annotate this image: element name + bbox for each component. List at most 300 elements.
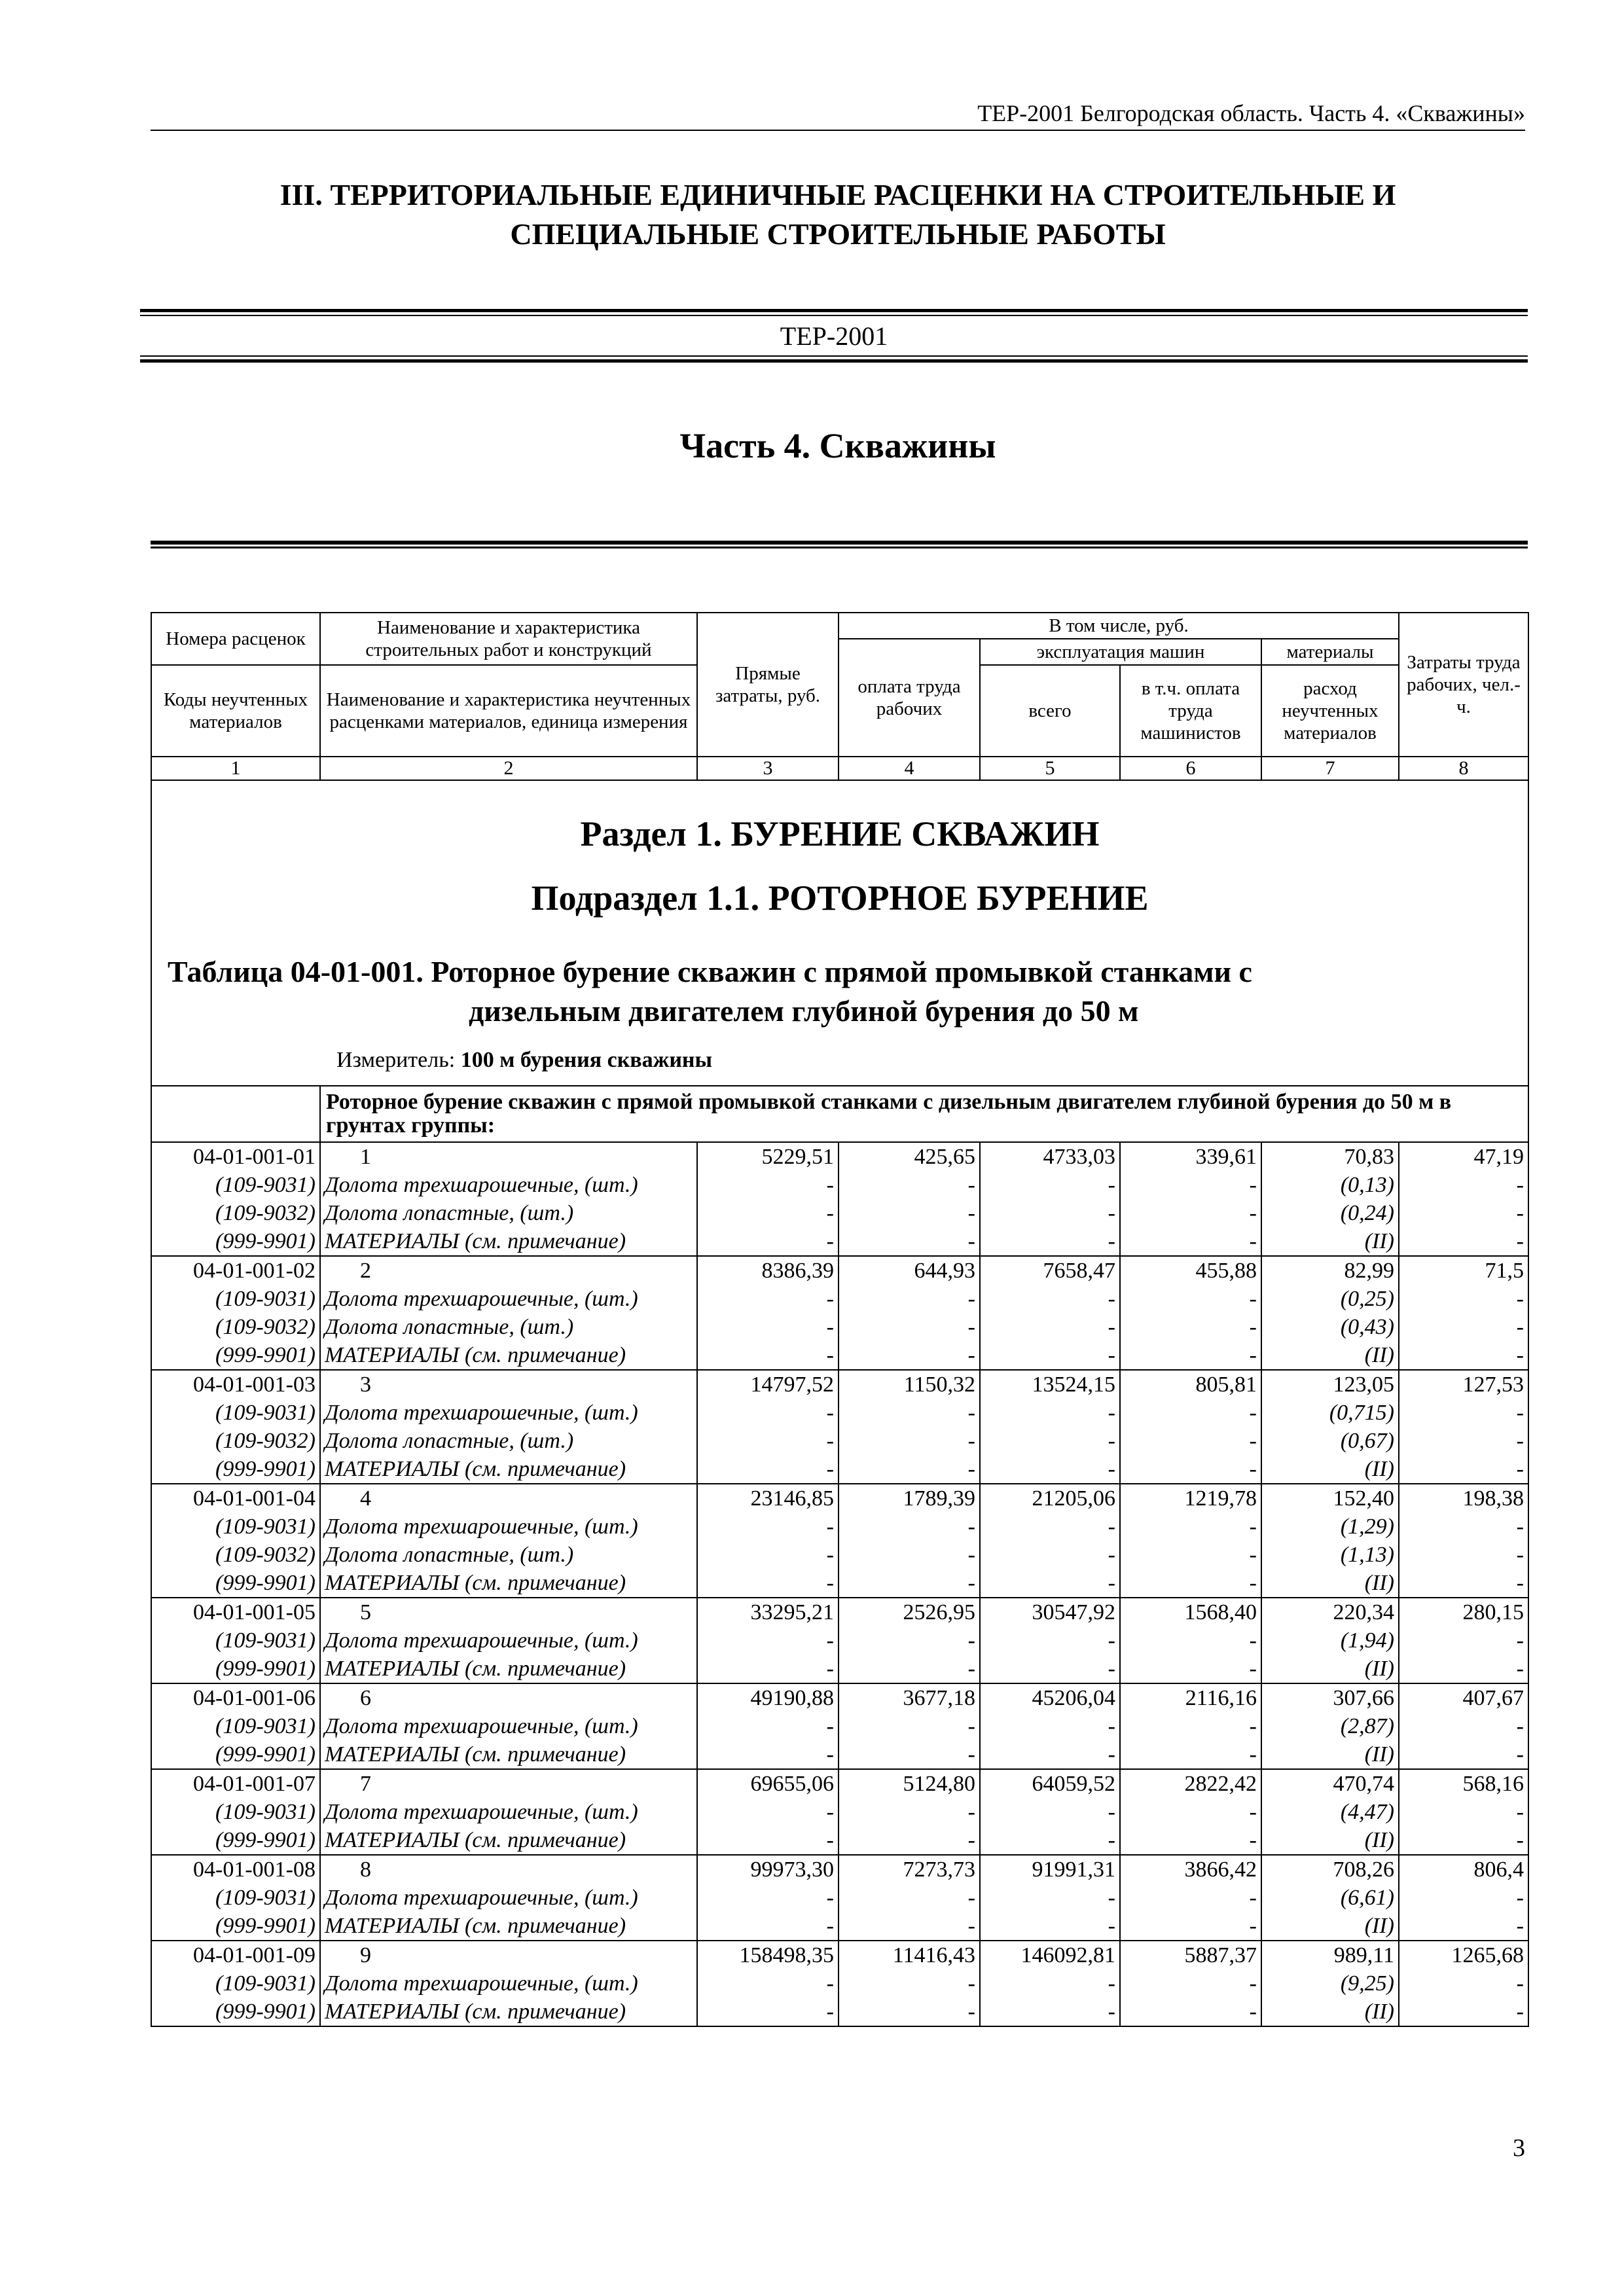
material-name: Долота трехшарошечные, (шт.) (320, 1798, 697, 1826)
material-row (151, 1798, 1528, 1826)
section-title-line2: СПЕЦИАЛЬНЫЕ СТРОИТЕЛЬНЫЕ РАБОТЫ (510, 217, 1166, 251)
dash-cell: - (697, 1826, 839, 1855)
material-consumption: (1,94) (1261, 1626, 1399, 1655)
dash-cell: - (980, 1826, 1120, 1855)
rate-code: 04-01-001-03 (151, 1370, 320, 1399)
material-name: МАТЕРИАЛЫ (см. примечание) (320, 1740, 697, 1769)
direct-cost: 23146,85 (697, 1484, 839, 1513)
running-header: ТЕР-2001 Белгородская область. Часть 4. «Скважины» (151, 99, 1525, 131)
rate-row (151, 1256, 1528, 1285)
dash-cell: - (980, 1399, 1120, 1427)
rate-code: 04-01-001-04 (151, 1484, 320, 1513)
labor-cost: 1150,32 (839, 1370, 980, 1399)
dash-cell: - (697, 1626, 839, 1655)
material-row (151, 1655, 1528, 1683)
dash-cell: - (1120, 1998, 1261, 2026)
labor-cost: 7273,73 (839, 1855, 980, 1884)
material-name: Долота трехшарошечные, (шт.) (320, 1884, 697, 1912)
material-row (151, 1427, 1528, 1455)
labor-hours: 280,15 (1399, 1598, 1528, 1626)
rate-row (151, 1769, 1528, 1798)
dash-cell: - (1399, 1513, 1528, 1541)
rate-row (151, 1484, 1528, 1513)
machinist-labor-cost: 1219,78 (1120, 1484, 1261, 1513)
table-header (151, 613, 1528, 780)
dash-cell: - (1120, 1655, 1261, 1683)
table-title-line2: дизельным двигателем глубиной бурения до 50 м (469, 994, 1139, 1028)
dash-cell: - (697, 1171, 839, 1199)
direct-cost: 158498,35 (697, 1941, 839, 1969)
material-code: (109-9031) (151, 1884, 320, 1912)
dash-cell: - (1399, 1826, 1528, 1855)
dash-cell: - (980, 1455, 1120, 1484)
rate-code: 04-01-001-08 (151, 1855, 320, 1884)
machinist-labor-cost: 2116,16 (1120, 1683, 1261, 1712)
material-name: Долота трехшарошечные, (шт.) (320, 1712, 697, 1740)
material-consumption: (II) (1261, 1227, 1399, 1256)
material-name: МАТЕРИАЛЫ (см. примечание) (320, 1569, 697, 1598)
dash-cell: - (839, 1998, 980, 2026)
dash-cell: - (1399, 1712, 1528, 1740)
materials-cost: 82,99 (1261, 1256, 1399, 1285)
material-name: Долота трехшарошечные, (шт.) (320, 1399, 697, 1427)
material-name: МАТЕРИАЛЫ (см. примечание) (320, 1998, 697, 2026)
material-consumption: (0,24) (1261, 1199, 1399, 1227)
dash-cell: - (1120, 1740, 1261, 1769)
rate-row (151, 1370, 1528, 1399)
material-consumption: (0,13) (1261, 1171, 1399, 1199)
dash-cell: - (1120, 1341, 1261, 1370)
material-consumption: (0,67) (1261, 1427, 1399, 1455)
dash-cell: - (839, 1826, 980, 1855)
material-code: (109-9032) (151, 1541, 320, 1569)
material-consumption: (0,25) (1261, 1285, 1399, 1313)
dash-cell: - (980, 1313, 1120, 1341)
machine-cost: 91991,31 (980, 1855, 1120, 1884)
dash-cell: - (980, 1998, 1120, 2026)
dash-cell: - (1120, 1826, 1261, 1855)
dash-cell: - (839, 1884, 980, 1912)
dash-cell: - (839, 1655, 980, 1683)
material-row (151, 1740, 1528, 1769)
material-code: (999-9901) (151, 1826, 320, 1855)
col-number: 3 (697, 757, 839, 780)
direct-cost: 8386,39 (697, 1256, 839, 1285)
labor-hours: 806,4 (1399, 1855, 1528, 1884)
rate-group (151, 1855, 1528, 1941)
dash-cell: - (697, 1513, 839, 1541)
material-row (151, 1712, 1528, 1740)
material-consumption: (0,715) (1261, 1399, 1399, 1427)
dash-cell: - (697, 1285, 839, 1313)
material-code: (109-9032) (151, 1427, 320, 1455)
rate-row (151, 1598, 1528, 1626)
dash-cell: - (697, 1712, 839, 1740)
labor-hours: 71,5 (1399, 1256, 1528, 1285)
dash-cell: - (697, 1912, 839, 1941)
labor-hours: 407,67 (1399, 1683, 1528, 1712)
machine-cost: 7658,47 (980, 1256, 1120, 1285)
ter-band (140, 309, 1528, 363)
rate-group (151, 1484, 1528, 1598)
dash-cell: - (1399, 1399, 1528, 1427)
dash-cell: - (980, 1541, 1120, 1569)
section-title-line1: III. ТЕРРИТОРИАЛЬНЫЕ ЕДИНИЧНЫЕ РАСЦЕНКИ НА СТРОИТЕЛЬНЫЕ И (280, 178, 1396, 211)
material-name: Долота трехшарошечные, (шт.) (320, 1626, 697, 1655)
materials-cost: 123,05 (1261, 1370, 1399, 1399)
rates-table (151, 612, 1529, 2027)
dash-cell: - (980, 1655, 1120, 1683)
dash-cell: - (839, 1199, 980, 1227)
material-consumption: (II) (1261, 1341, 1399, 1370)
section-intro (151, 780, 1528, 1086)
machine-cost: 30547,92 (980, 1598, 1120, 1626)
dash-cell: - (980, 1227, 1120, 1256)
material-code: (999-9901) (151, 1341, 320, 1370)
dash-cell: - (980, 1798, 1120, 1826)
rate-row (151, 1142, 1528, 1171)
labor-cost: 3677,18 (839, 1683, 980, 1712)
labor-hours: 568,16 (1399, 1769, 1528, 1798)
material-consumption: (1,13) (1261, 1541, 1399, 1569)
material-consumption: (II) (1261, 1655, 1399, 1683)
material-consumption: (1,29) (1261, 1513, 1399, 1541)
dash-cell: - (1120, 1285, 1261, 1313)
material-consumption: (0,43) (1261, 1313, 1399, 1341)
dash-cell: - (1399, 1912, 1528, 1941)
rate-group (151, 1769, 1528, 1855)
rate-code: 04-01-001-01 (151, 1142, 320, 1171)
material-code: (109-9032) (151, 1199, 320, 1227)
material-name: Долота трехшарошечные, (шт.) (320, 1969, 697, 1998)
material-row (151, 1912, 1528, 1941)
dash-cell: - (839, 1171, 980, 1199)
material-code: (999-9901) (151, 1912, 320, 1941)
dash-cell: - (1120, 1569, 1261, 1598)
labor-hours: 47,19 (1399, 1142, 1528, 1171)
dash-cell: - (697, 1884, 839, 1912)
dash-cell: - (1120, 1455, 1261, 1484)
material-code: (999-9901) (151, 1655, 320, 1683)
dash-cell: - (1399, 1998, 1528, 2026)
material-row (151, 1513, 1528, 1541)
dash-cell: - (697, 1998, 839, 2026)
header-col1-top: Номера расценок (151, 613, 320, 665)
dash-cell: - (1120, 1199, 1261, 1227)
material-consumption: (II) (1261, 1455, 1399, 1484)
dash-cell: - (839, 1427, 980, 1455)
material-consumption: (II) (1261, 1912, 1399, 1941)
material-row (151, 1227, 1528, 1256)
rate-group (151, 1598, 1528, 1683)
material-name: МАТЕРИАЛЫ (см. примечание) (320, 1227, 697, 1256)
machinist-labor-cost: 805,81 (1120, 1370, 1261, 1399)
material-name: МАТЕРИАЛЫ (см. примечание) (320, 1655, 697, 1683)
material-code: (109-9031) (151, 1513, 320, 1541)
header-col6: в т.ч. оплата труда машинистов (1120, 665, 1261, 757)
column-numbers-row (151, 757, 1528, 780)
dash-cell: - (839, 1712, 980, 1740)
dash-cell: - (1399, 1455, 1528, 1484)
material-name: МАТЕРИАЛЫ (см. примечание) (320, 1826, 697, 1855)
labor-cost: 2526,95 (839, 1598, 980, 1626)
table-title-line1: Таблица 04-01-001. Роторное бурение скважин с прямой промывкой станками с (168, 955, 1252, 988)
material-row (151, 1399, 1528, 1427)
dash-cell: - (1399, 1626, 1528, 1655)
dash-cell: - (980, 1969, 1120, 1998)
dash-cell: - (980, 1912, 1120, 1941)
dash-cell: - (839, 1513, 980, 1541)
header-col5: всего (980, 665, 1120, 757)
dash-cell: - (1120, 1712, 1261, 1740)
double-rule-divider (151, 541, 1528, 548)
dash-cell: - (839, 1969, 980, 1998)
material-code: (109-9031) (151, 1626, 320, 1655)
rate-group (151, 1256, 1528, 1370)
machine-cost: 4733,03 (980, 1142, 1120, 1171)
dash-cell: - (1399, 1884, 1528, 1912)
machine-cost: 146092,81 (980, 1941, 1120, 1969)
dash-cell: - (697, 1427, 839, 1455)
material-row (151, 1826, 1528, 1855)
dash-cell: - (980, 1626, 1120, 1655)
page-number: 3 (1513, 2134, 1525, 2162)
dash-cell: - (1120, 1912, 1261, 1941)
dash-cell: - (1120, 1399, 1261, 1427)
direct-cost: 33295,21 (697, 1598, 839, 1626)
material-code: (109-9032) (151, 1313, 320, 1341)
machinist-labor-cost: 2822,42 (1120, 1769, 1261, 1798)
dash-cell: - (839, 1912, 980, 1941)
dash-cell: - (697, 1199, 839, 1227)
material-row (151, 1285, 1528, 1313)
dash-cell: - (1120, 1427, 1261, 1455)
material-code: (109-9031) (151, 1399, 320, 1427)
dash-cell: - (980, 1427, 1120, 1455)
header-materials: материалы (1261, 639, 1399, 665)
material-name: МАТЕРИАЛЫ (см. примечание) (320, 1455, 697, 1484)
ter-label: ТЕР-2001 (780, 321, 888, 351)
razdel-title: Раздел 1. БУРЕНИЕ СКВАЖИН (580, 814, 1100, 853)
dash-cell: - (1120, 1969, 1261, 1998)
dash-cell: - (1399, 1740, 1528, 1769)
dash-cell: - (697, 1569, 839, 1598)
section-title (151, 175, 1525, 254)
dash-cell: - (839, 1341, 980, 1370)
material-name: МАТЕРИАЛЫ (см. примечание) (320, 1341, 697, 1370)
direct-cost: 5229,51 (697, 1142, 839, 1171)
dash-cell: - (1399, 1655, 1528, 1683)
header-incl: В том числе, руб. (839, 613, 1399, 639)
part-title: Часть 4. Скважины (679, 426, 996, 465)
material-consumption: (II) (1261, 1826, 1399, 1855)
material-code: (999-9901) (151, 1569, 320, 1598)
dash-cell: - (839, 1626, 980, 1655)
material-row (151, 1969, 1528, 1998)
material-row (151, 1541, 1528, 1569)
dash-cell: - (1399, 1569, 1528, 1598)
rate-group (151, 1683, 1528, 1769)
material-row (151, 1171, 1528, 1199)
material-code: (109-9031) (151, 1285, 320, 1313)
dash-cell: - (697, 1541, 839, 1569)
dash-cell: - (1399, 1969, 1528, 1998)
direct-cost: 14797,52 (697, 1370, 839, 1399)
material-consumption: (II) (1261, 1569, 1399, 1598)
rate-code: 04-01-001-09 (151, 1941, 320, 1969)
rate-code: 04-01-001-06 (151, 1683, 320, 1712)
dash-cell: - (980, 1171, 1120, 1199)
dash-cell: - (839, 1569, 980, 1598)
machinist-labor-cost: 5887,37 (1120, 1941, 1261, 1969)
material-row (151, 1199, 1528, 1227)
material-row (151, 1341, 1528, 1370)
material-code: (109-9031) (151, 1712, 320, 1740)
dash-cell: - (697, 1655, 839, 1683)
machinist-labor-cost: 455,88 (1120, 1256, 1261, 1285)
labor-cost: 1789,39 (839, 1484, 980, 1513)
dash-cell: - (839, 1285, 980, 1313)
dash-cell: - (839, 1227, 980, 1256)
materials-cost: 220,34 (1261, 1598, 1399, 1626)
dash-cell: - (1399, 1541, 1528, 1569)
header-col4: оплата труда рабочих (839, 639, 980, 757)
direct-cost: 69655,06 (697, 1769, 839, 1798)
col-number: 8 (1399, 757, 1528, 780)
material-row (151, 1569, 1528, 1598)
dash-cell: - (1399, 1341, 1528, 1370)
dash-cell: - (1399, 1427, 1528, 1455)
material-consumption: (2,87) (1261, 1712, 1399, 1740)
material-consumption: (II) (1261, 1998, 1399, 2026)
material-row (151, 1998, 1528, 2026)
rate-code: 04-01-001-07 (151, 1769, 320, 1798)
machinist-labor-cost: 339,61 (1120, 1142, 1261, 1171)
material-code: (999-9901) (151, 1740, 320, 1769)
dash-cell: - (980, 1513, 1120, 1541)
rate-name: 4 (320, 1484, 697, 1513)
dash-cell: - (697, 1740, 839, 1769)
dash-cell: - (1120, 1313, 1261, 1341)
dash-cell: - (1120, 1513, 1261, 1541)
podrazdel-title: Подраздел 1.1. РОТОРНОЕ БУРЕНИЕ (531, 878, 1149, 918)
dash-cell: - (697, 1341, 839, 1370)
dash-cell: - (980, 1199, 1120, 1227)
col-number: 1 (151, 757, 320, 780)
dash-cell: - (1120, 1798, 1261, 1826)
dash-cell: - (697, 1798, 839, 1826)
dash-cell: - (1120, 1884, 1261, 1912)
dash-cell: - (1120, 1171, 1261, 1199)
material-row (151, 1626, 1528, 1655)
material-name: МАТЕРИАЛЫ (см. примечание) (320, 1912, 697, 1941)
rate-code: 04-01-001-05 (151, 1598, 320, 1626)
dash-cell: - (980, 1740, 1120, 1769)
material-code: (999-9901) (151, 1455, 320, 1484)
rate-row (151, 1941, 1528, 1969)
dash-cell: - (697, 1313, 839, 1341)
material-code: (999-9901) (151, 1998, 320, 2026)
dash-cell: - (980, 1569, 1120, 1598)
direct-cost: 49190,88 (697, 1683, 839, 1712)
dash-cell: - (697, 1399, 839, 1427)
rate-name: 8 (320, 1855, 697, 1884)
header-col7: расход неучтенных материалов (1261, 665, 1399, 757)
labor-hours: 127,53 (1399, 1370, 1528, 1399)
materials-cost: 989,11 (1261, 1941, 1399, 1969)
direct-cost: 99973,30 (697, 1855, 839, 1884)
material-consumption: (9,25) (1261, 1969, 1399, 1998)
dash-cell: - (1399, 1798, 1528, 1826)
rate-name: 3 (320, 1370, 697, 1399)
dash-cell: - (980, 1285, 1120, 1313)
rate-name: 6 (320, 1683, 697, 1712)
header-col2-bottom: Наименование и характеристика неучтенных расценками материалов, единица измерения (320, 665, 697, 757)
table-title (168, 952, 1252, 1031)
dash-cell: - (1120, 1541, 1261, 1569)
dash-cell: - (1399, 1313, 1528, 1341)
material-code: (109-9031) (151, 1969, 320, 1998)
labor-cost: 644,93 (839, 1256, 980, 1285)
dash-cell: - (1399, 1171, 1528, 1199)
labor-hours: 198,38 (1399, 1484, 1528, 1513)
rate-name: 1 (320, 1142, 697, 1171)
rate-name: 2 (320, 1256, 697, 1285)
machinist-labor-cost: 3866,42 (1120, 1855, 1261, 1884)
material-row (151, 1455, 1528, 1484)
dash-cell: - (697, 1969, 839, 1998)
dash-cell: - (839, 1313, 980, 1341)
material-name: Долота лопастные, (шт.) (320, 1199, 697, 1227)
dash-cell: - (1120, 1626, 1261, 1655)
dash-cell: - (1399, 1285, 1528, 1313)
material-code: (109-9031) (151, 1171, 320, 1199)
material-name: Долота лопастные, (шт.) (320, 1541, 697, 1569)
dash-cell: - (839, 1740, 980, 1769)
rate-group (151, 1370, 1528, 1484)
materials-cost: 152,40 (1261, 1484, 1399, 1513)
material-consumption: (6,61) (1261, 1884, 1399, 1912)
labor-cost: 425,65 (839, 1142, 980, 1171)
labor-cost: 11416,43 (839, 1941, 980, 1969)
rate-name: 9 (320, 1941, 697, 1969)
header-col2-top: Наименование и характеристика строительных работ и конструкций (320, 613, 697, 665)
material-name: Долота лопастные, (шт.) (320, 1427, 697, 1455)
dash-cell: - (980, 1884, 1120, 1912)
material-name: Долота трехшарошечные, (шт.) (320, 1171, 697, 1199)
material-name: Долота трехшарошечные, (шт.) (320, 1513, 697, 1541)
dash-cell: - (839, 1798, 980, 1826)
header-col8: Затраты труда рабочих, чел.-ч. (1399, 613, 1528, 757)
material-code: (109-9031) (151, 1798, 320, 1826)
dash-cell: - (697, 1455, 839, 1484)
rate-name: 5 (320, 1598, 697, 1626)
header-col1-bottom: Коды неучтенных материалов (151, 665, 320, 757)
dash-cell: - (839, 1455, 980, 1484)
group-description: Роторное бурение скважин с прямой промывкой станками с дизельным двигателем глубиной бурения до 50 м в грунтах группы: (320, 1086, 1528, 1142)
material-name: Долота лопастные, (шт.) (320, 1313, 697, 1341)
material-consumption: (4,47) (1261, 1798, 1399, 1826)
measurer (336, 1048, 712, 1073)
col-number: 4 (839, 757, 980, 780)
material-consumption: (II) (1261, 1740, 1399, 1769)
machine-cost: 64059,52 (980, 1769, 1120, 1798)
rate-group (151, 1142, 1528, 1256)
dash-cell: - (839, 1399, 980, 1427)
rate-code: 04-01-001-02 (151, 1256, 320, 1285)
material-code: (999-9901) (151, 1227, 320, 1256)
labor-cost: 5124,80 (839, 1769, 980, 1798)
